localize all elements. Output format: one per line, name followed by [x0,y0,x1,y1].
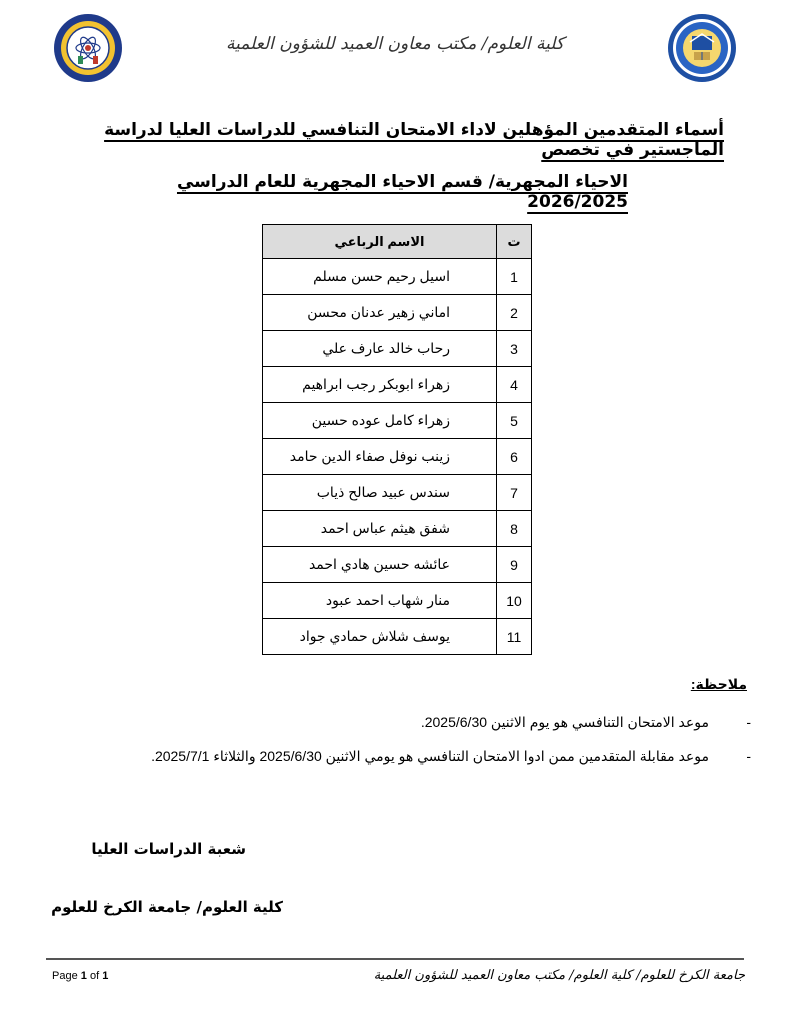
row-number: 10 [497,583,532,619]
row-number: 2 [497,295,532,331]
table-row [263,511,532,547]
note-text: موعد الامتحان التنافسي هو يوم الاثنين 2025/6/30. [420,714,709,730]
table-row [263,403,532,439]
row-number: 7 [497,475,532,511]
table-row [263,367,532,403]
table-row [263,475,532,511]
row-number: 5 [497,403,532,439]
row-name: رحاب خالد عارف علي [263,331,497,367]
footer-text: جامعة الكرخ للعلوم/ كلية العلوم/ مكتب معاون العميد للشؤون العلمية [373,968,745,983]
page-prefix: Page [52,970,78,982]
row-name: شفق هيثم عباس احمد [263,511,497,547]
row-number: 9 [497,547,532,583]
footer-divider [46,958,744,960]
al-karkh-university-seal-icon [666,12,738,84]
row-name: منار شهاب احمد عبود [263,583,497,619]
page-number [52,970,108,982]
note-item [151,748,751,765]
row-name: اسيل رحيم حسن مسلم [263,259,497,295]
row-name: زهراء ابوبكر رجب ابراهيم [263,367,497,403]
table-row [263,583,532,619]
bullet-dash: - [746,748,751,764]
row-number: 11 [497,619,532,655]
signature-college: كلية العلوم/ جامعة الكرخ للعلوم [51,898,283,916]
document-title-line2: الاحياء المجهرية/ قسم الاحياء المجهرية للعام الدراسي 2026/2025 [176,172,628,212]
row-name: عائشه حسين هادي احمد [263,547,497,583]
bullet-dash: - [746,714,751,730]
note-text: موعد مقابلة المتقدمين ممن ادوا الامتحان التنافسي هو يومي الاثنين 2025/6/30 والثلاثاء 2025/7/1. [151,748,709,764]
row-number: 6 [497,439,532,475]
document-title-line1: أسماء المتقدمين المؤهلين لاداء الامتحان التنافسي للدراسات العليا لدراسة الماجستير في تخصص [104,120,724,160]
table-row [263,259,532,295]
page-of: of [89,970,100,982]
table-row [263,295,532,331]
row-name: يوسف شلاش حمادي جواد [263,619,497,655]
row-name: اماني زهير عدنان محسن [263,295,497,331]
note-item [421,714,751,731]
table-row [263,331,532,367]
row-number: 1 [497,259,532,295]
college-of-science-seal-icon [52,12,124,84]
column-header-name: الاسم الرباعي [263,225,497,259]
row-name: زهراء كامل عوده حسين [263,403,497,439]
table-row [263,619,532,655]
note-label: ملاحظة: [690,676,747,692]
signature-department: شعبة الدراسات العليا [91,840,246,858]
table-header-row [263,225,532,259]
header-title: كلية العلوم/ مكتب معاون العميد للشؤون العلمية [226,34,564,54]
page-total: 1 [102,970,109,982]
candidates-table [262,224,532,655]
row-name: زينب نوفل صفاء الدين حامد [263,439,497,475]
row-name: سندس عبيد صالح ذياب [263,475,497,511]
page-current: 1 [80,970,87,982]
row-number: 3 [497,331,532,367]
row-number: 8 [497,511,532,547]
table-row [263,547,532,583]
column-header-number: ت [497,225,532,259]
row-number: 4 [497,367,532,403]
table-row [263,439,532,475]
